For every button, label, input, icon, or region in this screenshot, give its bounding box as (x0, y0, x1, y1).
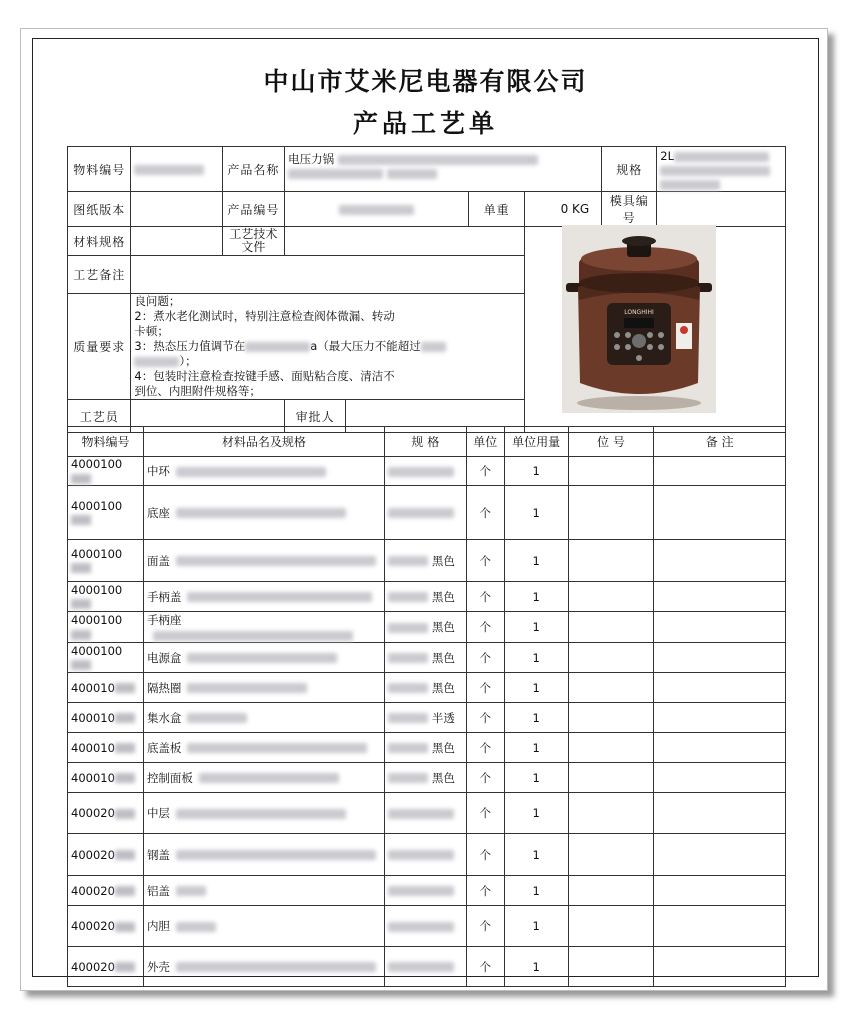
bom-code-text: 400020 (71, 847, 115, 862)
bom-unit (466, 763, 504, 793)
bom-qty (504, 582, 568, 612)
product-name-value: 电压力锅 (285, 147, 602, 192)
bom-code-text: 400020 (71, 806, 115, 820)
bom-code-text: 400020 (71, 959, 115, 974)
bom-qty-text: 1 (532, 959, 540, 974)
bom-table (67, 426, 786, 987)
bom-row (68, 906, 786, 947)
bom-remark (654, 733, 786, 763)
process-doc-label: 工艺技术 文件 (222, 227, 285, 256)
bom-remark (654, 457, 786, 486)
bom-code (68, 486, 144, 540)
bom-header-unit: 单位 (466, 427, 504, 457)
bom-name (143, 486, 384, 540)
bom-row (68, 673, 786, 703)
quality-label: 质量要求 (68, 294, 131, 400)
bom-qty-text: 1 (532, 680, 540, 695)
bom-spec (384, 906, 466, 947)
bom-row (68, 793, 786, 834)
bom-name-text: 集水盒 (146, 710, 182, 725)
mold-no-label: 模具编号 (602, 192, 657, 227)
bom-code (68, 947, 144, 987)
bom-remark (654, 793, 786, 834)
bom-row (68, 457, 786, 486)
bom-position (568, 733, 654, 763)
bom-qty-text: 1 (532, 589, 540, 604)
bom-code (68, 733, 144, 763)
bom-spec (384, 643, 466, 673)
bom-name-text: 外壳 (146, 959, 170, 974)
unit-weight-value: 0 KG (525, 192, 602, 227)
bom-qty (504, 540, 568, 582)
bom-qty-text: 1 (532, 919, 540, 933)
bom-spec-text: 黑色 (431, 620, 455, 634)
bom-code-text: 400020 (71, 883, 115, 898)
bom-unit (466, 540, 504, 582)
bom-row (68, 612, 786, 643)
bom-spec (384, 733, 466, 763)
bom-spec (384, 540, 466, 582)
bom-name-text: 底盖板 (146, 740, 182, 755)
bom-qty-text: 1 (532, 883, 540, 898)
bom-unit-text: 个 (479, 847, 492, 862)
bom-qty (504, 643, 568, 673)
bom-unit-text: 个 (479, 770, 492, 785)
bom-name (143, 733, 384, 763)
product-code-value (285, 192, 469, 227)
bom-qty (504, 947, 568, 987)
bom-unit-text: 个 (479, 740, 492, 755)
bom-row (68, 947, 786, 987)
bom-row (68, 582, 786, 612)
bom-spec (384, 673, 466, 703)
bom-row (68, 703, 786, 733)
bom-spec (384, 703, 466, 733)
company-name: 中山市艾米尼电器有限公司 (263, 67, 588, 96)
bom-qty (504, 793, 568, 834)
bom-unit (466, 733, 504, 763)
bom-name (143, 673, 384, 703)
bom-name-text: 中层 (146, 806, 170, 820)
bom-unit-text: 个 (479, 553, 492, 568)
bom-qty-text: 1 (532, 553, 540, 568)
material-no-label: 物料编号 (68, 147, 131, 192)
bom-name-text: 中环 (146, 464, 170, 478)
bom-position (568, 793, 654, 834)
bom-qty-text: 1 (532, 464, 540, 478)
engineer-label: 工艺员 (68, 400, 131, 433)
bom-remark (654, 876, 786, 906)
material-no-value (131, 147, 222, 192)
bom-code (68, 582, 144, 612)
bom-unit-text: 个 (479, 959, 492, 974)
bom-name (143, 947, 384, 987)
bom-spec (384, 834, 466, 876)
bom-code (68, 876, 144, 906)
bom-spec (384, 763, 466, 793)
bom-qty (504, 876, 568, 906)
bom-spec-text: 黑色 (431, 770, 455, 785)
bom-code-text: 400010 (71, 770, 115, 785)
bom-unit (466, 876, 504, 906)
spec-value: 2L (657, 147, 786, 192)
bom-unit-text: 个 (479, 464, 492, 478)
bom-remark (654, 643, 786, 673)
bom-code-text: 4000100 (71, 613, 123, 627)
bom-unit-text: 个 (479, 680, 492, 695)
bom-name-text: 电源盒 (146, 650, 182, 665)
bom-spec (384, 947, 466, 987)
bom-code-text: 400020 (71, 919, 115, 933)
bom-qty-text: 1 (532, 847, 540, 862)
bom-qty (504, 673, 568, 703)
bom-name-text: 内胆 (146, 919, 170, 933)
bom-remark (654, 582, 786, 612)
bom-spec (384, 457, 466, 486)
bom-remark (654, 540, 786, 582)
bom-position (568, 763, 654, 793)
bom-header-code: 物料编号 (68, 427, 144, 457)
bom-row (68, 540, 786, 582)
bom-header-spec: 规 格 (384, 427, 466, 457)
bom-remark (654, 673, 786, 703)
bom-code-text: 4000100 (71, 498, 123, 513)
bom-name (143, 703, 384, 733)
bom-qty (504, 906, 568, 947)
bom-spec-text: 黑色 (431, 589, 455, 604)
bom-row (68, 733, 786, 763)
bom-position (568, 876, 654, 906)
bom-header-remark: 备 注 (654, 427, 786, 457)
bom-qty (504, 834, 568, 876)
spec-label: 规格 (602, 147, 657, 192)
bom-unit (466, 834, 504, 876)
bom-unit-text: 个 (479, 620, 492, 634)
bom-row (68, 763, 786, 793)
bom-unit-text: 个 (479, 589, 492, 604)
bom-unit (466, 906, 504, 947)
bom-code (68, 673, 144, 703)
bom-qty-text: 1 (532, 505, 540, 520)
bom-code-text: 400010 (71, 740, 115, 755)
process-note-value (131, 256, 525, 294)
bom-unit-text: 个 (479, 806, 492, 820)
bom-qty-text: 1 (532, 740, 540, 755)
bom-position (568, 703, 654, 733)
bom-remark (654, 834, 786, 876)
bom-position (568, 457, 654, 486)
bom-name (143, 834, 384, 876)
bom-unit-text: 个 (479, 505, 492, 520)
bom-position (568, 906, 654, 947)
bom-code (68, 540, 144, 582)
bom-remark (654, 763, 786, 793)
bom-name-text: 铝盖 (146, 883, 170, 898)
mold-no-value (657, 192, 786, 227)
bom-code (68, 612, 144, 643)
bom-position (568, 643, 654, 673)
bom-unit (466, 457, 504, 486)
bom-qty-text: 1 (532, 650, 540, 665)
bom-name (143, 763, 384, 793)
bom-position (568, 673, 654, 703)
bom-remark (654, 486, 786, 540)
approver-label: 审批人 (285, 400, 346, 433)
bom-name-text: 手柄盖 (146, 589, 182, 604)
bom-position (568, 540, 654, 582)
bom-name-text: 钢盖 (146, 847, 170, 862)
bom-code (68, 643, 144, 673)
bom-name-text: 控制面板 (146, 770, 193, 785)
product-name-label: 产品名称 (222, 147, 285, 192)
product-code-label: 产品编号 (222, 192, 285, 227)
bom-code (68, 906, 144, 947)
bom-spec-text: 黑色 (431, 553, 455, 568)
bom-remark (654, 947, 786, 987)
bom-position (568, 834, 654, 876)
bom-code-text: 4000100 (71, 643, 123, 658)
bom-code (68, 793, 144, 834)
bom-qty (504, 457, 568, 486)
bom-name (143, 793, 384, 834)
bom-name (143, 876, 384, 906)
bom-code (68, 834, 144, 876)
document-title: 产品工艺单 (352, 109, 498, 138)
process-doc-value (285, 227, 525, 256)
bom-name-text: 面盖 (146, 553, 170, 568)
bom-row (68, 876, 786, 906)
bom-spec (384, 793, 466, 834)
bom-header-name: 材料品名及规格 (143, 427, 384, 457)
material-spec-value (131, 227, 222, 256)
bom-unit (466, 673, 504, 703)
bom-unit (466, 793, 504, 834)
bom-spec (384, 612, 466, 643)
bom-row (68, 486, 786, 540)
bom-code (68, 457, 144, 486)
bom-unit (466, 947, 504, 987)
bom-position (568, 612, 654, 643)
bom-unit (466, 582, 504, 612)
quality-requirements: 良问题； 2：煮水老化测试时，特别注意检查阀体微漏、转动 卡顿； 3：热态压力值调节在 a（最大压力不能超过 ）； 4：包装时注意检查按键手感、面贴粘合度、清洁不 到位、内胆附件规格等； (131, 294, 525, 400)
bom-code (68, 703, 144, 733)
pressure-cooker-photo (562, 225, 716, 413)
bom-spec (384, 582, 466, 612)
bom-qty-text: 1 (532, 770, 540, 785)
bom-row (68, 643, 786, 673)
bom-code-text: 4000100 (71, 457, 123, 471)
bom-qty (504, 763, 568, 793)
bom-code-text: 400010 (71, 710, 115, 725)
bom-unit (466, 643, 504, 673)
bom-qty-text: 1 (532, 806, 540, 820)
material-spec-label: 材料规格 (68, 227, 131, 256)
bom-unit (466, 703, 504, 733)
bom-code (68, 763, 144, 793)
bom-qty (504, 703, 568, 733)
bom-code-text: 4000100 (71, 582, 123, 597)
bom-qty (504, 486, 568, 540)
bom-position (568, 582, 654, 612)
process-note-label: 工艺备注 (68, 256, 131, 294)
drawing-version-label: 图纸版本 (68, 192, 131, 227)
bom-remark (654, 703, 786, 733)
bom-spec (384, 486, 466, 540)
bom-qty-text: 1 (532, 710, 540, 725)
bom-code-text: 400010 (71, 680, 115, 695)
bom-unit-text: 个 (479, 650, 492, 665)
unit-weight-label: 单重 (468, 192, 525, 227)
bom-qty (504, 612, 568, 643)
bom-spec-text: 黑色 (431, 680, 455, 695)
bom-spec (384, 876, 466, 906)
svg-text:LONGHIHI: LONGHIHI (624, 309, 654, 316)
bom-unit-text: 个 (479, 883, 492, 898)
bom-code-text: 4000100 (71, 546, 123, 561)
bom-spec-text: 黑色 (431, 740, 455, 755)
bom-unit-text: 个 (479, 919, 492, 933)
drawing-version-value (131, 192, 222, 227)
bom-position (568, 947, 654, 987)
bom-name (143, 612, 384, 643)
bom-remark (654, 906, 786, 947)
bom-header-position: 位 号 (568, 427, 654, 457)
bom-spec-text: 黑色 (431, 650, 455, 665)
bom-remark (654, 612, 786, 643)
bom-name (143, 457, 384, 486)
bom-name-text: 手柄座 (146, 613, 182, 627)
bom-name (143, 582, 384, 612)
bom-qty-text: 1 (532, 620, 540, 634)
bom-name (143, 540, 384, 582)
bom-row (68, 834, 786, 876)
bom-spec-text: 半透 (431, 710, 455, 725)
bom-unit-text: 个 (479, 710, 492, 725)
bom-name-text: 隔热圈 (146, 680, 182, 695)
bom-unit (466, 612, 504, 643)
bom-position (568, 486, 654, 540)
bom-header-qty: 单位用量 (504, 427, 568, 457)
bom-unit (466, 486, 504, 540)
bom-name (143, 643, 384, 673)
bom-qty (504, 733, 568, 763)
bom-name (143, 906, 384, 947)
bom-name-text: 底座 (146, 505, 170, 520)
